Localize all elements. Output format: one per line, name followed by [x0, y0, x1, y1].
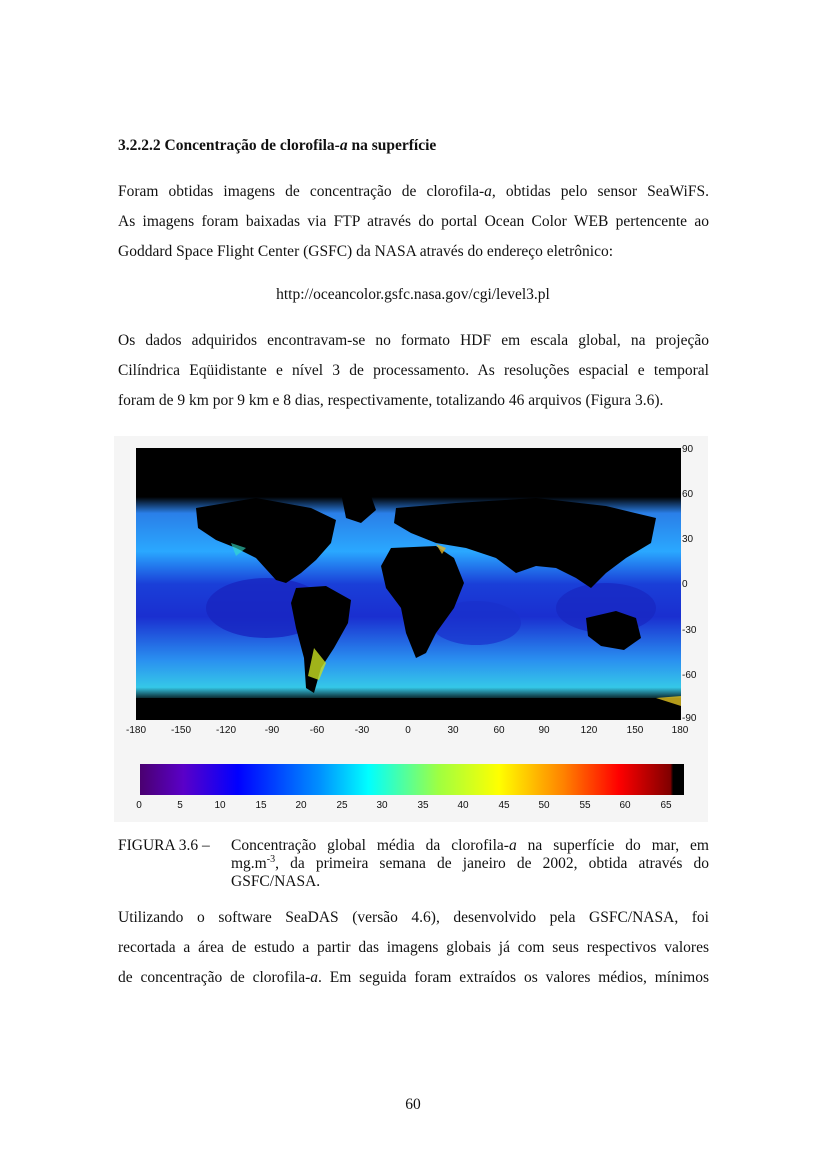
x-tick-label: 0: [405, 725, 411, 736]
x-tick-label: 120: [580, 725, 598, 736]
y-tick-label: 30: [682, 534, 694, 545]
section-heading: 3.2.2.2 Concentração de clorofila-a na superfície: [118, 137, 437, 154]
x-tick-label: -90: [264, 725, 280, 736]
colorbar-tick-label: 45: [498, 800, 510, 811]
colorbar-tick-label: 25: [336, 800, 348, 811]
colorbar-tick-label: 30: [376, 800, 388, 811]
y-tick-label: -30: [682, 625, 697, 636]
x-tick-label: -180: [125, 725, 147, 736]
paragraph-3: Utilizando o software SeaDAS (versão 4.6), desenvolvido pela GSFC/NASA, foi recortada a área de estudo a partir das imagens globais já com seus respectivos valores de concentração de clorofila-a. Em seguida foram extraídos os valores médios, mínimos: [118, 909, 709, 986]
caption-text: Concentração global média da clorofila-a na superfície do mar, em $mg.m^{-3}$, da primeira semana de janeiro de 2002, obtida através do GSFC/NASA.: [231, 837, 709, 890]
x-tick-label: -150: [170, 725, 192, 736]
y-tick-label: -60: [682, 670, 697, 681]
colorbar-tick-label: 50: [538, 800, 550, 811]
y-tick-label: 60: [682, 489, 694, 500]
x-tick-label: -30: [354, 725, 370, 736]
colorbar: [140, 764, 684, 795]
colorbar-tick-label: 60: [619, 800, 631, 811]
x-tick-label: 60: [493, 725, 505, 736]
paragraph-2: Os dados adquiridos encontravam-se no formato HDF em escala global, na projeção Cilíndrica Eqüidistante e nível 3 de processamento. As resoluções espacial e temporal foram de 9 km por 9 km e 8 dias, respectivamente, totalizando 46 arquivos (Figura 3.6).: [118, 332, 709, 409]
x-tick-label: -120: [215, 725, 237, 736]
colorbar-tick-label: 55: [579, 800, 591, 811]
map-image: [136, 448, 681, 720]
y-tick-label: 0: [682, 579, 688, 590]
x-tick-label: 150: [626, 725, 644, 736]
global-chlorophyll-map: [136, 448, 681, 720]
y-tick-label: 90: [682, 444, 694, 455]
source-url: http://oceancolor.gsfc.nasa.gov/cgi/level3.pl: [276, 286, 550, 303]
colorbar-tick-label: 0: [136, 800, 142, 811]
colorbar-tick-label: 10: [214, 800, 226, 811]
colorbar-tick-label: 35: [417, 800, 429, 811]
colorbar-tick-label: 65: [660, 800, 672, 811]
colorbar-tick-label: 40: [457, 800, 469, 811]
x-tick-label: 180: [671, 725, 689, 736]
x-tick-label: 30: [447, 725, 459, 736]
x-tick-label: 90: [538, 725, 550, 736]
colorbar-tick-label: 20: [295, 800, 307, 811]
page-number: 60: [405, 1096, 421, 1113]
figure-label: FIGURA 3.6 –: [118, 837, 210, 854]
y-tick-label: -90: [682, 713, 697, 724]
colorbar-tick-label: 5: [177, 800, 183, 811]
colorbar-tick-label: 15: [255, 800, 267, 811]
x-tick-label: -60: [309, 725, 325, 736]
paragraph-1: Foram obtidas imagens de concentração de clorofila-a, obtidas pelo sensor SeaWiFS. As imagens foram baixadas via FTP através do portal Ocean Color WEB pertencente ao Goddard Space Flight Center (GSFC) da NASA através do endereço eletrônico:: [118, 183, 709, 260]
chlorophyll-figure: [114, 436, 708, 822]
